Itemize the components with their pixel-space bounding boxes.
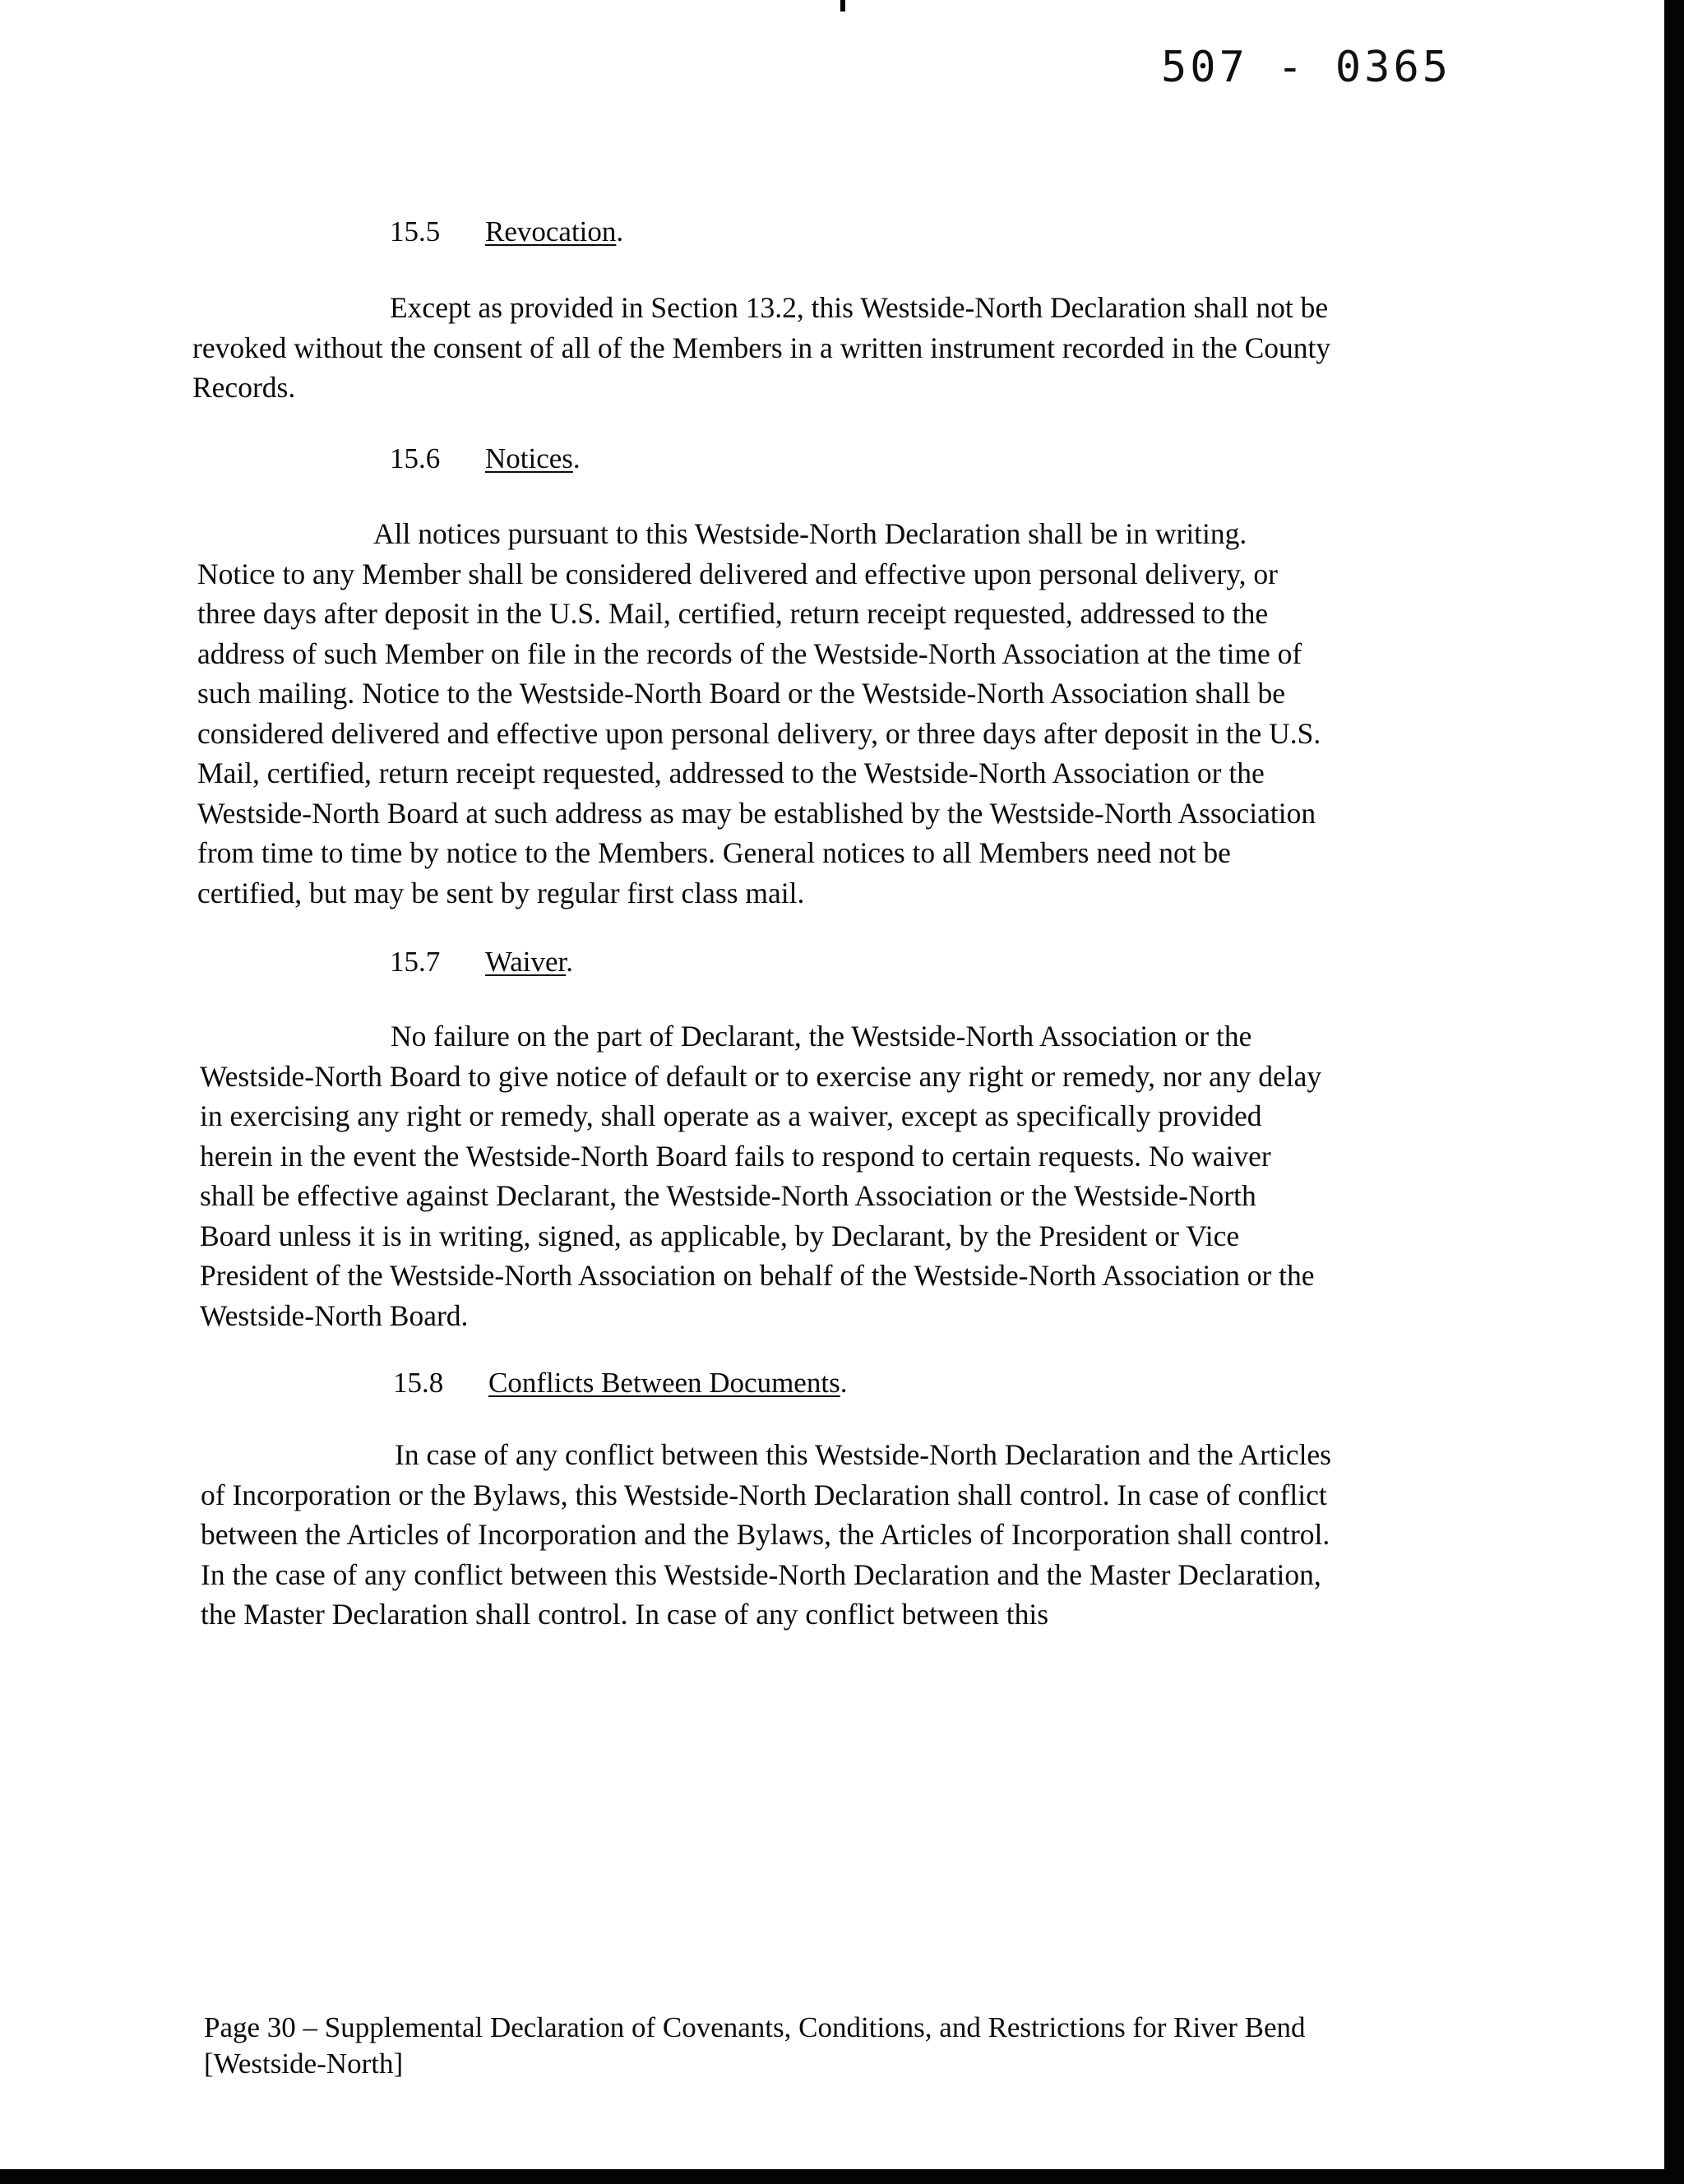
paragraph-line: Westside-North Board at such address as may be established by the Westside-North Association <box>197 796 1316 830</box>
section-heading-15-5: 15.5 Revocation. <box>390 214 623 250</box>
section-body-15-7 <box>200 1016 1321 1335</box>
paragraph-line: Notice to any Member shall be considered delivered and effective upon personal delivery, or <box>197 557 1279 590</box>
paragraph-line: the Master Declaration shall control. In case of any conflict between this <box>201 1598 1049 1631</box>
section-number: 15.8 <box>393 1367 444 1399</box>
paragraph-line: Board unless it is in writing, signed, as applicable, by Declarant, by the President or Vice <box>200 1219 1240 1252</box>
paragraph-line: in exercising any right or remedy, shall operate as a waiver, except as specifically provided <box>200 1099 1262 1132</box>
footer-line-1: Page 30 – Supplemental Declaration of Covenants, Conditions, and Restrictions for River Bend <box>204 2011 1306 2043</box>
section-body-15-6 <box>197 514 1321 913</box>
paragraph-line: from time to time by notice to the Members. General notices to all Members need not be <box>197 836 1231 869</box>
paragraph-line: certified, but may be sent by regular first class mail. <box>197 876 805 909</box>
paragraph-line: Records. <box>192 371 296 404</box>
paragraph-line: such mailing. Notice to the Westside-North Board or the Westside-North Association shall be <box>197 677 1285 710</box>
section-heading-15-7: 15.7 Waiver. <box>390 944 573 980</box>
document-stamp-number: 507 - 0365 <box>1161 43 1452 92</box>
paragraph-line: herein in the event the Westside-North Board fails to respond to certain requests. No waiver <box>200 1139 1271 1173</box>
page-footer <box>204 2010 1306 2082</box>
paragraph-line: President of the Westside-North Association on behalf of the Westside-North Association or the <box>200 1259 1315 1292</box>
paragraph-line: Except as provided in Section 13.2, this Westside-North Declaration shall not be <box>390 291 1329 324</box>
paragraph-line: three days after deposit in the U.S. Mail, certified, return receipt requested, addressed to the <box>197 597 1269 630</box>
paragraph-line: In case of any conflict between this Westside-North Declaration and the Articles <box>395 1438 1331 1471</box>
section-number: 15.5 <box>390 215 441 248</box>
section-title: Notices <box>485 442 573 474</box>
paragraph-line: Mail, certified, return receipt requested, addressed to the Westside-North Association or the <box>197 757 1265 789</box>
section-heading-15-6: 15.6 Notices. <box>390 441 581 477</box>
paragraph-line: No failure on the part of Declarant, the Westside-North Association or the <box>391 1020 1252 1053</box>
paragraph-line: In the case of any conflict between this Westside-North Declaration and the Master Declaration, <box>201 1557 1321 1591</box>
paragraph-line: shall be effective against Declarant, the Westside-North Association or the Westside-North <box>200 1179 1256 1212</box>
paragraph-line: revoked without the consent of all of the Members in a written instrument recorded in the County <box>192 331 1331 364</box>
footer-line-2: [Westside-North] <box>204 2048 404 2080</box>
paragraph-line: All notices pursuant to this Westside-North Declaration shall be in writing. <box>373 517 1247 550</box>
scan-border-right <box>1664 0 1684 2184</box>
paragraph-line: considered delivered and effective upon personal delivery, or three days after deposit in the U.S. <box>197 716 1321 750</box>
paragraph-line: Westside-North Board. <box>200 1298 469 1332</box>
section-number: 15.7 <box>390 946 441 978</box>
scan-border-top-mark <box>840 0 845 12</box>
section-heading-15-8: 15.8 Conflicts Between Documents. <box>393 1365 847 1401</box>
paragraph-line: between the Articles of Incorporation and the Bylaws, the Articles of Incorporation shall control. <box>201 1518 1330 1551</box>
section-title: Conflicts Between Documents <box>488 1367 840 1399</box>
section-title: Waiver <box>485 946 567 978</box>
section-title: Revocation <box>485 215 617 248</box>
paragraph-line: of Incorporation or the Bylaws, this Westside-North Declaration shall control. In case of conflict <box>201 1478 1327 1511</box>
paragraph-line: Westside-North Board to give notice of default or to exercise any right or remedy, nor any delay <box>200 1059 1322 1093</box>
section-body-15-8 <box>201 1435 1331 1635</box>
section-number: 15.6 <box>390 442 441 474</box>
scan-border-bottom <box>0 2169 1684 2184</box>
section-body-15-5 <box>192 288 1330 408</box>
paragraph-line: address of such Member on file in the records of the Westside-North Association at the time of <box>197 636 1302 670</box>
